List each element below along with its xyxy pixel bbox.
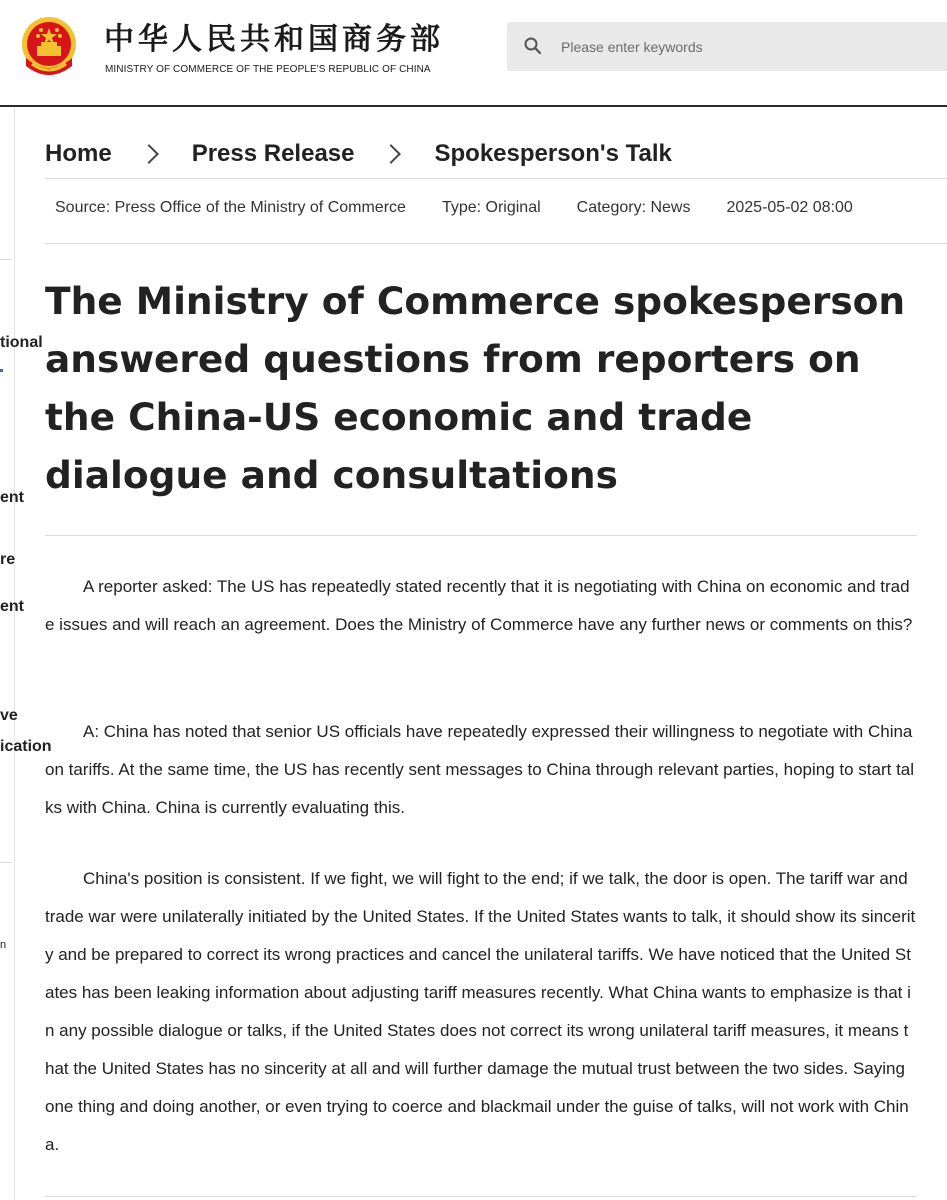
article-type: Type: Original [441, 199, 541, 216]
sidebar-item-fragment[interactable]: ent [0, 598, 24, 615]
chevron-right-icon [139, 144, 159, 164]
article-source: Source: Press Office of the Ministry of Commerce [55, 199, 406, 216]
breadcrumb [45, 134, 947, 174]
article-meta [55, 199, 889, 217]
article-date: 2025-05-02 08:00 [726, 199, 853, 216]
breadcrumb-press-release[interactable]: Press Release [191, 140, 355, 167]
left-sidebar [0, 107, 52, 1200]
divider [45, 178, 947, 179]
sidebar-marker [0, 369, 3, 372]
sidebar-item-fragment[interactable]: ve [0, 707, 18, 724]
article-paragraph: A reporter asked: The US has repeatedly stated recently that it is negotiating with China on economic and trade issues and will reach an agreement. Does the Ministry of Commerce have any further news or comments on this? [45, 577, 913, 634]
article-paragraph: A: China has noted that senior US officials have repeatedly expressed their willingness to negotiate with China on tariffs. At the same time, the US has recently sent messages to China through relevant parties, hoping to start talks with China. China is currently evaluating this. [45, 722, 915, 817]
ministry-name-chinese[interactable]: 中华人民共和国商务部 [104, 22, 444, 57]
sidebar-divider [0, 259, 12, 260]
divider [45, 243, 947, 244]
national-emblem-icon[interactable] [18, 14, 80, 80]
article-title: The Ministry of Commerce spokesperson answered questions from reporters on the China-US economic and trade dialogue and consultations [45, 279, 906, 497]
sidebar-item-fragment[interactable]: n [0, 939, 7, 951]
chevron-right-icon [382, 144, 402, 164]
ministry-name-english[interactable]: MINISTRY OF COMMERCE OF THE PEOPLE'S REPUBLIC OF CHINA [105, 64, 431, 75]
divider [45, 1196, 917, 1197]
search-input[interactable] [559, 34, 933, 60]
article-paragraph: China's position is consistent. If we fight, we will fight to the end; if we talk, the door is open. The tariff war and trade war were unilaterally initiated by the United States. If the United States wants to talk, it should show its sincerity and be prepared to correct its wrong practices and cancel the unilateral tariffs. We have noticed that the United States has been leaking information about adjusting tariff measures recently. What China wants to emphasize is that in any possible dialogue or talks, if the United States does not correct its wrong unilateral tariff measures, it means that the United States has no sincerity at all and will further damage the mutual trust between the two sides. Saying one thing and doing another, or even trying to coerce and blackmail under the guise of talks, will not work with China. [45, 869, 916, 1154]
breadcrumb-home[interactable]: Home [45, 140, 112, 167]
article-category: Category: News [576, 199, 691, 216]
sidebar-item-fragment[interactable]: ent [0, 489, 24, 506]
breadcrumb-spokespersons-talk[interactable]: Spokesperson's Talk [434, 140, 672, 167]
sidebar-item-fragment[interactable]: re [0, 551, 16, 568]
sidebar-divider [0, 862, 12, 863]
search-bar[interactable] [507, 22, 947, 71]
site-header [0, 0, 947, 107]
divider [45, 535, 917, 536]
sidebar-item-fragment[interactable]: tional [0, 334, 43, 351]
search-icon[interactable] [523, 36, 543, 56]
sidebar-item-fragment[interactable]: ication [0, 738, 52, 755]
